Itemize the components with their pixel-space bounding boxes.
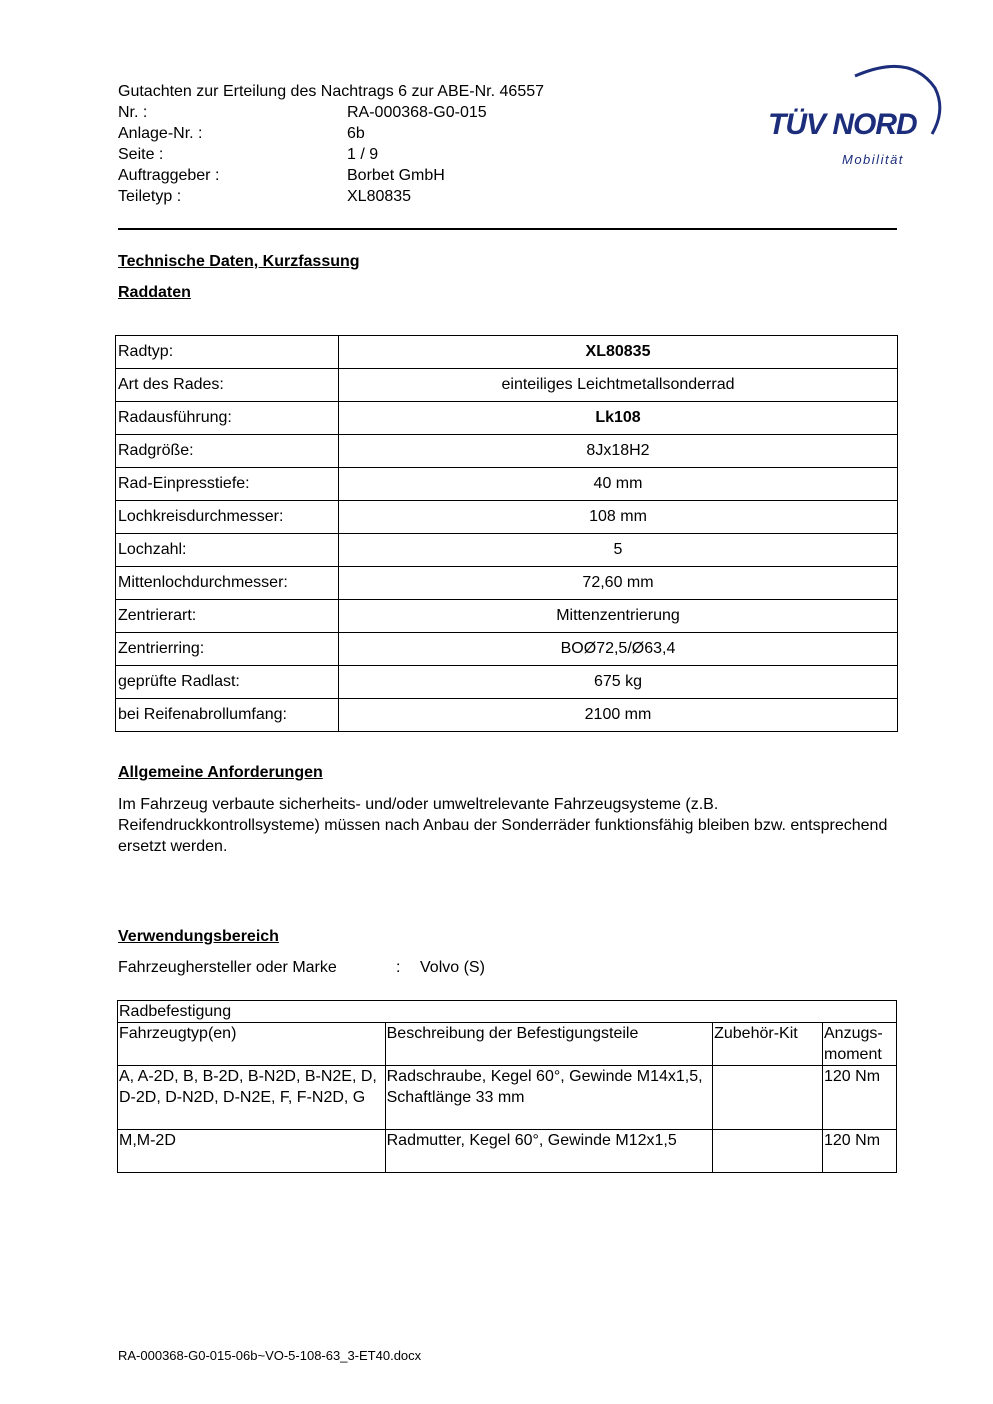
table-row bbox=[116, 336, 898, 369]
row-value: 72,60 mm bbox=[339, 567, 898, 600]
header-cell: Beschreibung der Befestigungsteile bbox=[385, 1023, 712, 1066]
header-row-anlage bbox=[118, 123, 365, 144]
table-row bbox=[116, 699, 898, 732]
row-value: 8Jx18H2 bbox=[339, 435, 898, 468]
table-row bbox=[118, 1130, 897, 1173]
table-cell bbox=[713, 1066, 823, 1130]
maker-value: Volvo (S) bbox=[420, 959, 485, 976]
row-value: einteiliges Leichtmetallsonderrad bbox=[339, 369, 898, 402]
heading-technische-daten: Technische Daten, Kurzfassung bbox=[118, 253, 360, 270]
header-row-teiletyp bbox=[118, 186, 411, 207]
radbefestigung-table bbox=[117, 1000, 897, 1173]
header-row-seite bbox=[118, 144, 378, 165]
header-value: 6b bbox=[347, 125, 365, 142]
row-label: Rad-Einpresstiefe: bbox=[116, 468, 339, 501]
table-row bbox=[116, 468, 898, 501]
header-key: Seite : bbox=[118, 146, 164, 163]
row-label: Zentrierart: bbox=[116, 600, 339, 633]
table-cell: 120 Nm bbox=[823, 1066, 897, 1130]
header-key: Auftraggeber : bbox=[118, 167, 220, 184]
header-cell: Anzugs-moment bbox=[823, 1023, 897, 1066]
row-label: Art des Rades: bbox=[116, 369, 339, 402]
header-row-auftraggeber bbox=[118, 165, 445, 186]
table-row bbox=[116, 600, 898, 633]
row-value: 5 bbox=[339, 534, 898, 567]
heading-allgemeine-anforderungen: Allgemeine Anforderungen bbox=[118, 764, 323, 781]
row-label: bei Reifenabrollumfang: bbox=[116, 699, 339, 732]
maker-row bbox=[118, 957, 485, 978]
table-title-row bbox=[118, 1001, 897, 1023]
table-cell bbox=[713, 1130, 823, 1173]
document-title: Gutachten zur Erteilung des Nachtrags 6 zur ABE-Nr. 46557 bbox=[118, 83, 545, 100]
table-row bbox=[116, 369, 898, 402]
table-row bbox=[116, 402, 898, 435]
table-row bbox=[118, 1066, 897, 1130]
row-label: Radausführung: bbox=[116, 402, 339, 435]
header-cell: Zubehör-Kit bbox=[713, 1023, 823, 1066]
heading-raddaten: Raddaten bbox=[118, 284, 191, 301]
maker-label: Fahrzeughersteller oder Marke bbox=[118, 959, 337, 976]
header-key: Teiletyp : bbox=[118, 188, 182, 205]
row-value: 2100 mm bbox=[339, 699, 898, 732]
table-row bbox=[116, 501, 898, 534]
row-label: Zentrierring: bbox=[116, 633, 339, 666]
table-cell: A, A-2D, B, B-2D, B-N2D, B-N2E, D, D-2D, D-N2D, D-N2E, F, F-N2D, G bbox=[118, 1066, 386, 1130]
header-value: Borbet GmbH bbox=[347, 167, 445, 184]
table-row bbox=[116, 666, 898, 699]
row-label: Radgröße: bbox=[116, 435, 339, 468]
logo-subtitle: Mobilität bbox=[842, 152, 904, 167]
header-row-nr bbox=[118, 102, 487, 123]
table-cell: M,M-2D bbox=[118, 1130, 386, 1173]
table-cell: Radmutter, Kegel 60°, Gewinde M12x1,5 bbox=[385, 1130, 712, 1173]
table-header-row bbox=[118, 1023, 897, 1066]
table-title: Radbefestigung bbox=[118, 1001, 897, 1023]
header-key: Nr. : bbox=[118, 104, 148, 121]
row-value: Lk108 bbox=[339, 402, 898, 435]
header-value: XL80835 bbox=[347, 188, 412, 205]
table-row bbox=[116, 633, 898, 666]
logo-brand: TÜV NORD bbox=[768, 108, 917, 141]
table-row bbox=[116, 567, 898, 600]
table-row bbox=[116, 534, 898, 567]
row-label: Lochkreisdurchmesser: bbox=[116, 501, 339, 534]
header-key: Anlage-Nr. : bbox=[118, 125, 203, 142]
row-label: Mittenlochdurchmesser: bbox=[116, 567, 339, 600]
table-cell: 120 Nm bbox=[823, 1130, 897, 1173]
header-divider bbox=[118, 228, 897, 230]
row-label: Lochzahl: bbox=[116, 534, 339, 567]
tuev-nord-logo bbox=[760, 58, 945, 173]
row-label: Radtyp: bbox=[116, 336, 339, 369]
row-label: geprüfte Radlast: bbox=[116, 666, 339, 699]
table-cell: Radschraube, Kegel 60°, Gewinde M14x1,5, Schaftlänge 33 mm bbox=[385, 1066, 712, 1130]
row-value: 675 kg bbox=[339, 666, 898, 699]
row-value: BOØ72,5/Ø63,4 bbox=[339, 633, 898, 666]
maker-colon: : bbox=[396, 959, 401, 976]
row-value: XL80835 bbox=[339, 336, 898, 369]
header-value: 1 / 9 bbox=[347, 146, 379, 163]
header-value: RA-000368-G0-015 bbox=[347, 104, 487, 121]
raddaten-table bbox=[115, 335, 898, 732]
table-row bbox=[116, 435, 898, 468]
allgemein-paragraph: Im Fahrzeug verbaute sicherheits- und/oder umweltrelevante Fahrzeugsysteme (z.B. Reifendruckkontrollsysteme) müssen nach Anbau der Sonderräder funktionsfähig bleiben bzw. entsprechend ersetzt werden. bbox=[118, 796, 888, 855]
heading-verwendungsbereich: Verwendungsbereich bbox=[118, 928, 279, 945]
row-value: 108 mm bbox=[339, 501, 898, 534]
footer-filename: RA-000368-G0-015-06b~VO-5-108-63_3-ET40.docx bbox=[118, 1348, 422, 1363]
header-cell: Fahrzeugtyp(en) bbox=[118, 1023, 386, 1066]
row-value: Mittenzentrierung bbox=[339, 600, 898, 633]
row-value: 40 mm bbox=[339, 468, 898, 501]
